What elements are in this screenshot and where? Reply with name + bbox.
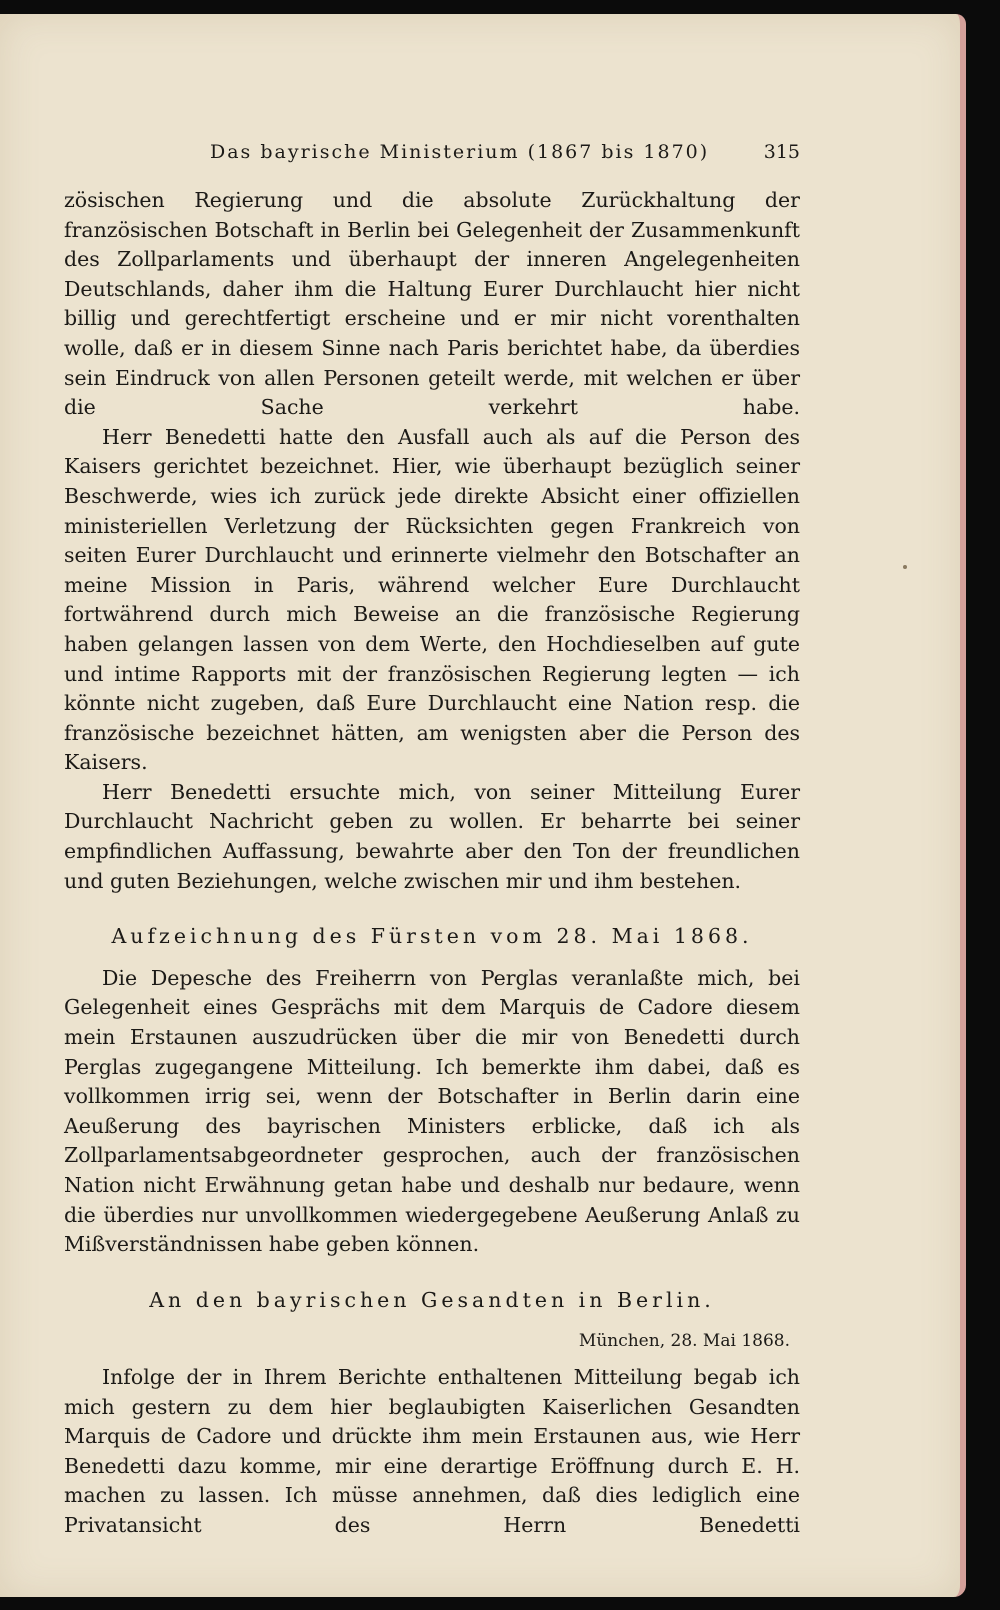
running-title: Das bayrische Ministerium (1867 bis 1870) [210,141,710,163]
paragraph-depesche: Die Depesche des Freiherrn von Perglas veranlaßte mich, bei Gelegenheit eines Gesprächs mit dem Marquis de Cadore diesem mein Erstaunen auszudrücken über die mir von Benedetti durch Perglas zugegangene Mitteilung. Ich bemerkte ihm dabei, daß es vollkommen irrig sei, wenn der Botschafter in Berlin darin eine Aeußerung des bayrischen Ministers erblicke, daß ich als Zollparlamentsabgeordneter gesprochen, auch der französischen Nation nicht Erwähnung getan habe und deshalb nur bedaure, wenn die überdies nur unvollkommen wiedergegebene Aeußerung Anlaß zu Mißverständnissen habe geben können. [64,965,800,1257]
section-heading-gesandten: An den bayrischen Gesandten in Berlin. [149,1287,715,1312]
running-head [62,135,800,165]
page-number: 315 [763,141,800,163]
paragraph-infolge: Infolge der in Ihrem Berichte enthaltenen Mitteilung begab ich mich gestern zu dem hier beglaubigten Kaiserlichen Gesandten Marquis de Cadore und drückte ihm mein Erstaunen aus, wie Herr Benedetti dazu komme, mir eine derartige Eröffnung durch E. H. machen zu lassen. Ich müsse annehmen, daß dies lediglich eine Privatansicht des Herrn Benedetti [64,1364,800,1537]
section-heading-aufzeichnung: Aufzeichnung des Fürsten vom 28. Mai 1868. [111,924,753,949]
book-page [0,14,966,1597]
paragraph-continuation: zösischen Regierung und die absolute Zurückhaltung der französischen Botschaft in Berlin bei Gelegenheit der Zusammenkunft des Zollparlaments und überhaupt der inneren Angelegenheiten Deutschlands, daher ihm die Haltung Eurer Durchlaucht hier nicht billig und gerechtfertigt erscheine und er mir nicht vorenthalten wolle, daß er in diesem Sinne nach Paris berichtet habe, da überdies sein Eindruck von allen Personen geteilt werde, mit welchen er über die Sache verkehrt habe. [64,188,800,420]
paragraph-benedetti-ersuchte: Herr Benedetti ersuchte mich, von seiner Mitteilung Eurer Durchlaucht Nachricht geben zu wollen. Er beharrte bei seiner empfindlichen Auffassung, bewahrte aber den Ton der freundlichen und guten Beziehungen, welche zwischen mir und ihm bestehen. [64,779,800,893]
page-speck [903,565,907,569]
paragraph-benedetti-ausfall: Herr Benedetti hatte den Ausfall auch als auf die Person des Kaisers gerichtet bezeichnet. Hier, wie überhaupt bezüglich seiner Beschwerde, wies ich zurück jede direkte Absicht einer offiziellen ministeriellen Verletzung der Rücksichten gegen Frankreich von seiten Eurer Durchlaucht und erinnerte vielmehr den Botschafter an meine Mission in Paris, während welcher Eure Durchlaucht fortwährend durch mich Beweise an die französische Regierung haben gelangen lassen von dem Werte, den Hochdieselben auf gute und intime Rapports mit der französischen Regierung legten — ich könnte nicht zugeben, daß Eure Durchlaucht eine Nation resp. die französische bezeichnet hätten, am wenigsten aber die Person des Kaisers. [64,424,800,775]
dateline: München, 28. Mai 1868. [578,1331,790,1352]
body-text [64,186,800,1541]
